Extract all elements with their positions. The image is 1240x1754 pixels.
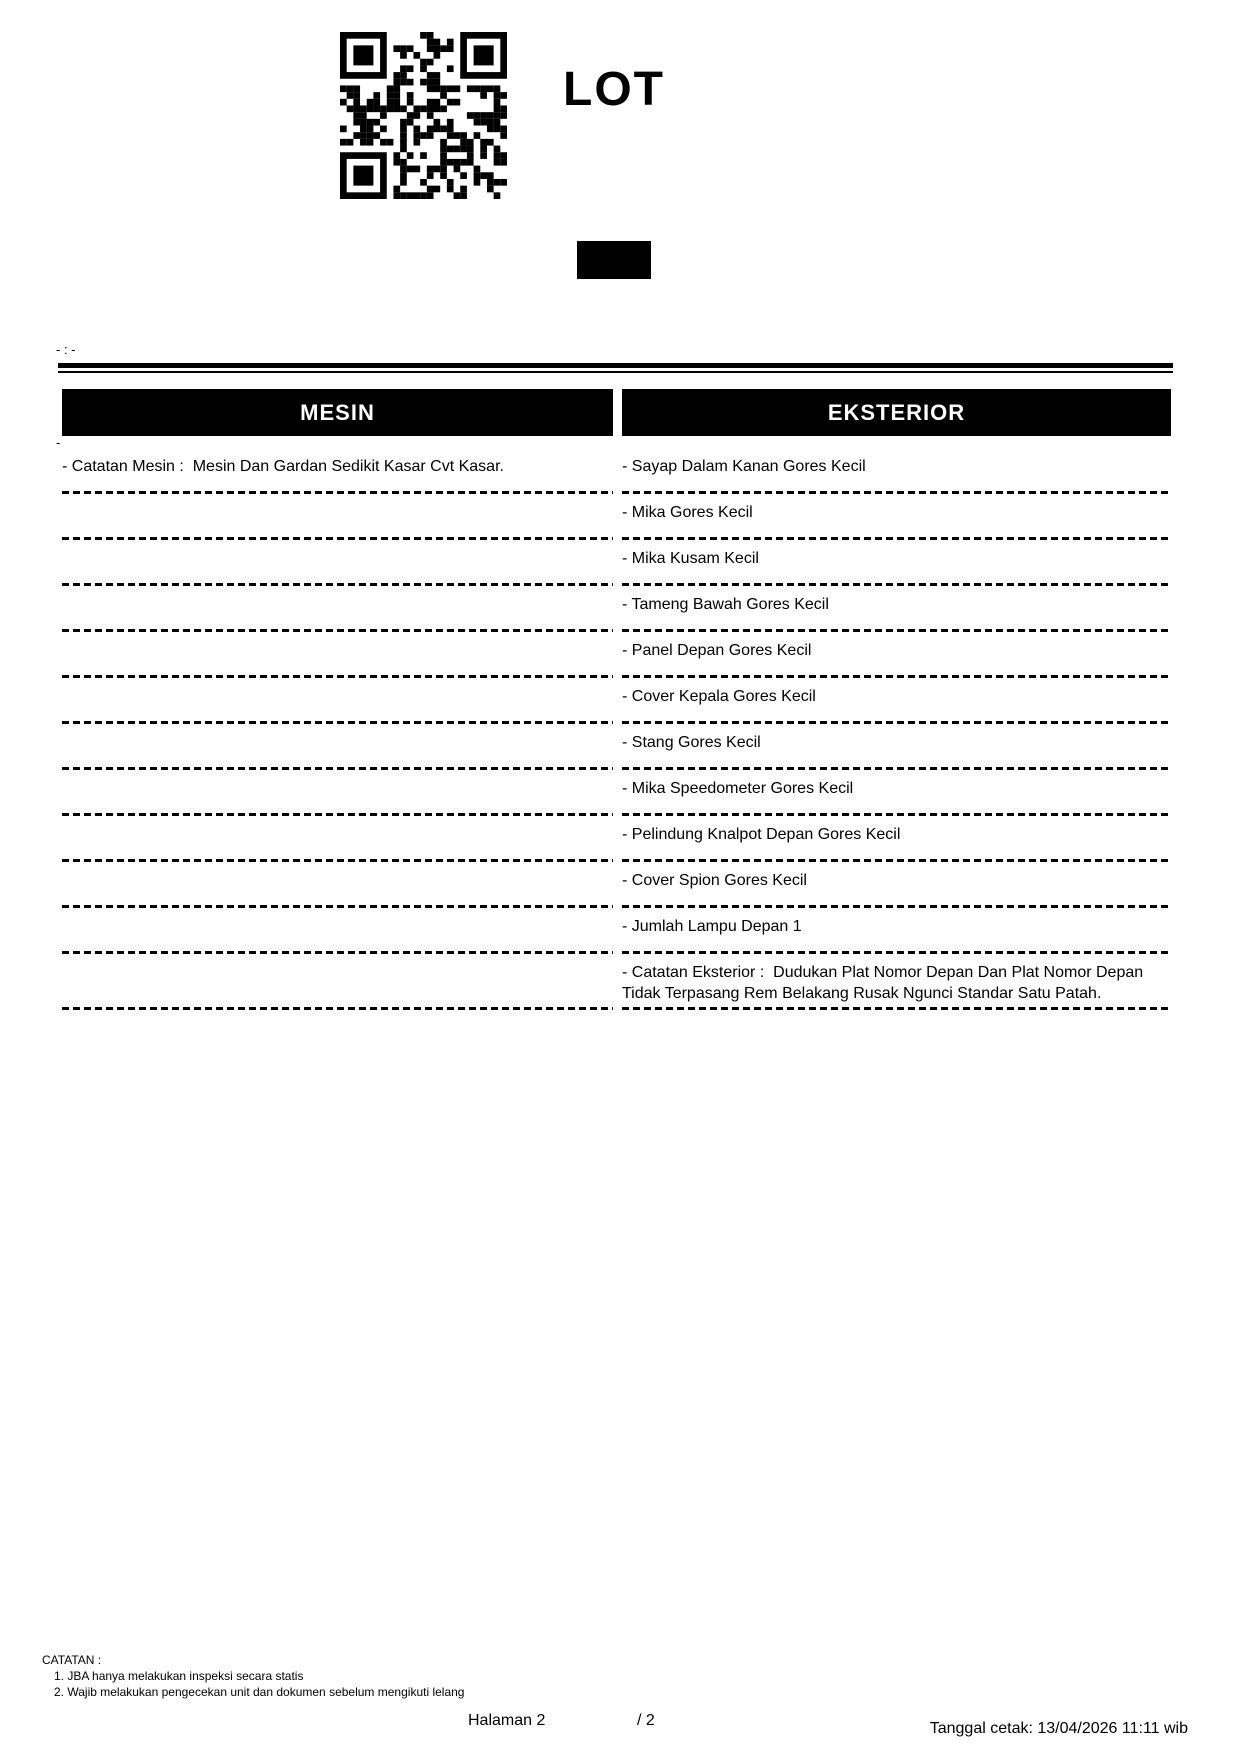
footnote-item: 2. Wajib melakukan pengecekan unit dan dokumen sebelum mengikuti lelang: [54, 1685, 465, 1699]
mesin-cell: [62, 954, 613, 1010]
mesin-cell: - Catatan Mesin : Mesin Dan Gardan Sedikit Kasar Cvt Kasar.: [62, 448, 613, 494]
eksterior-item: - Catatan Eksterior : Dudukan Plat Nomor Depan Dan Plat Nomor Depan Tidak Terpasang Rem Belakang Rusak Ngunci Standar Satu Patah.: [622, 954, 1171, 1010]
page-title: LOT: [563, 63, 665, 116]
mesin-cell: [62, 724, 613, 770]
vehicle-meta-line1: - : -: [56, 342, 76, 357]
eksterior-item: - Pelindung Knalpot Depan Gores Kecil: [622, 816, 1171, 862]
column-header-eksterior: EKSTERIOR: [622, 389, 1171, 436]
page-total: / 2: [637, 1712, 655, 1729]
mesin-cell: [62, 632, 613, 678]
print-date: Tanggal cetak: 13/04/2026 11:11 wib: [929, 1720, 1188, 1737]
lot-number-redaction-box: [577, 241, 651, 279]
eksterior-item: - Cover Spion Gores Kecil: [622, 862, 1171, 908]
eksterior-item: - Stang Gores Kecil: [622, 724, 1171, 770]
eksterior-item: - Mika Kusam Kecil: [622, 540, 1171, 586]
footnote-item: 1. JBA hanya melakukan inspeksi secara statis: [54, 1669, 304, 1683]
footnotes: [42, 1652, 464, 1700]
mesin-cell: [62, 862, 613, 908]
vehicle-meta-line2: -: [56, 435, 61, 450]
eksterior-item: - Mika Speedometer Gores Kecil: [622, 770, 1171, 816]
eksterior-item: - Panel Depan Gores Kecil: [622, 632, 1171, 678]
section-divider: [58, 363, 1173, 373]
mesin-cell: [62, 770, 613, 816]
qr-code: [340, 32, 507, 199]
eksterior-item: - Sayap Dalam Kanan Gores Kecil: [622, 448, 1171, 494]
mesin-cell: [62, 908, 613, 954]
mesin-cell: [62, 816, 613, 862]
inspection-table: [62, 389, 1173, 1010]
footnotes-title: CATATAN :: [42, 1653, 102, 1667]
mesin-cell: [62, 678, 613, 724]
eksterior-item: - Tameng Bawah Gores Kecil: [622, 586, 1171, 632]
page-number: Halaman 2: [468, 1712, 546, 1729]
mesin-cell: [62, 540, 613, 586]
eksterior-item: - Jumlah Lampu Depan 1: [622, 908, 1171, 954]
eksterior-item: - Mika Gores Kecil: [622, 494, 1171, 540]
mesin-cell: [62, 494, 613, 540]
mesin-cell: [62, 586, 613, 632]
column-header-mesin: MESIN: [62, 389, 613, 436]
eksterior-item: - Cover Kepala Gores Kecil: [622, 678, 1171, 724]
